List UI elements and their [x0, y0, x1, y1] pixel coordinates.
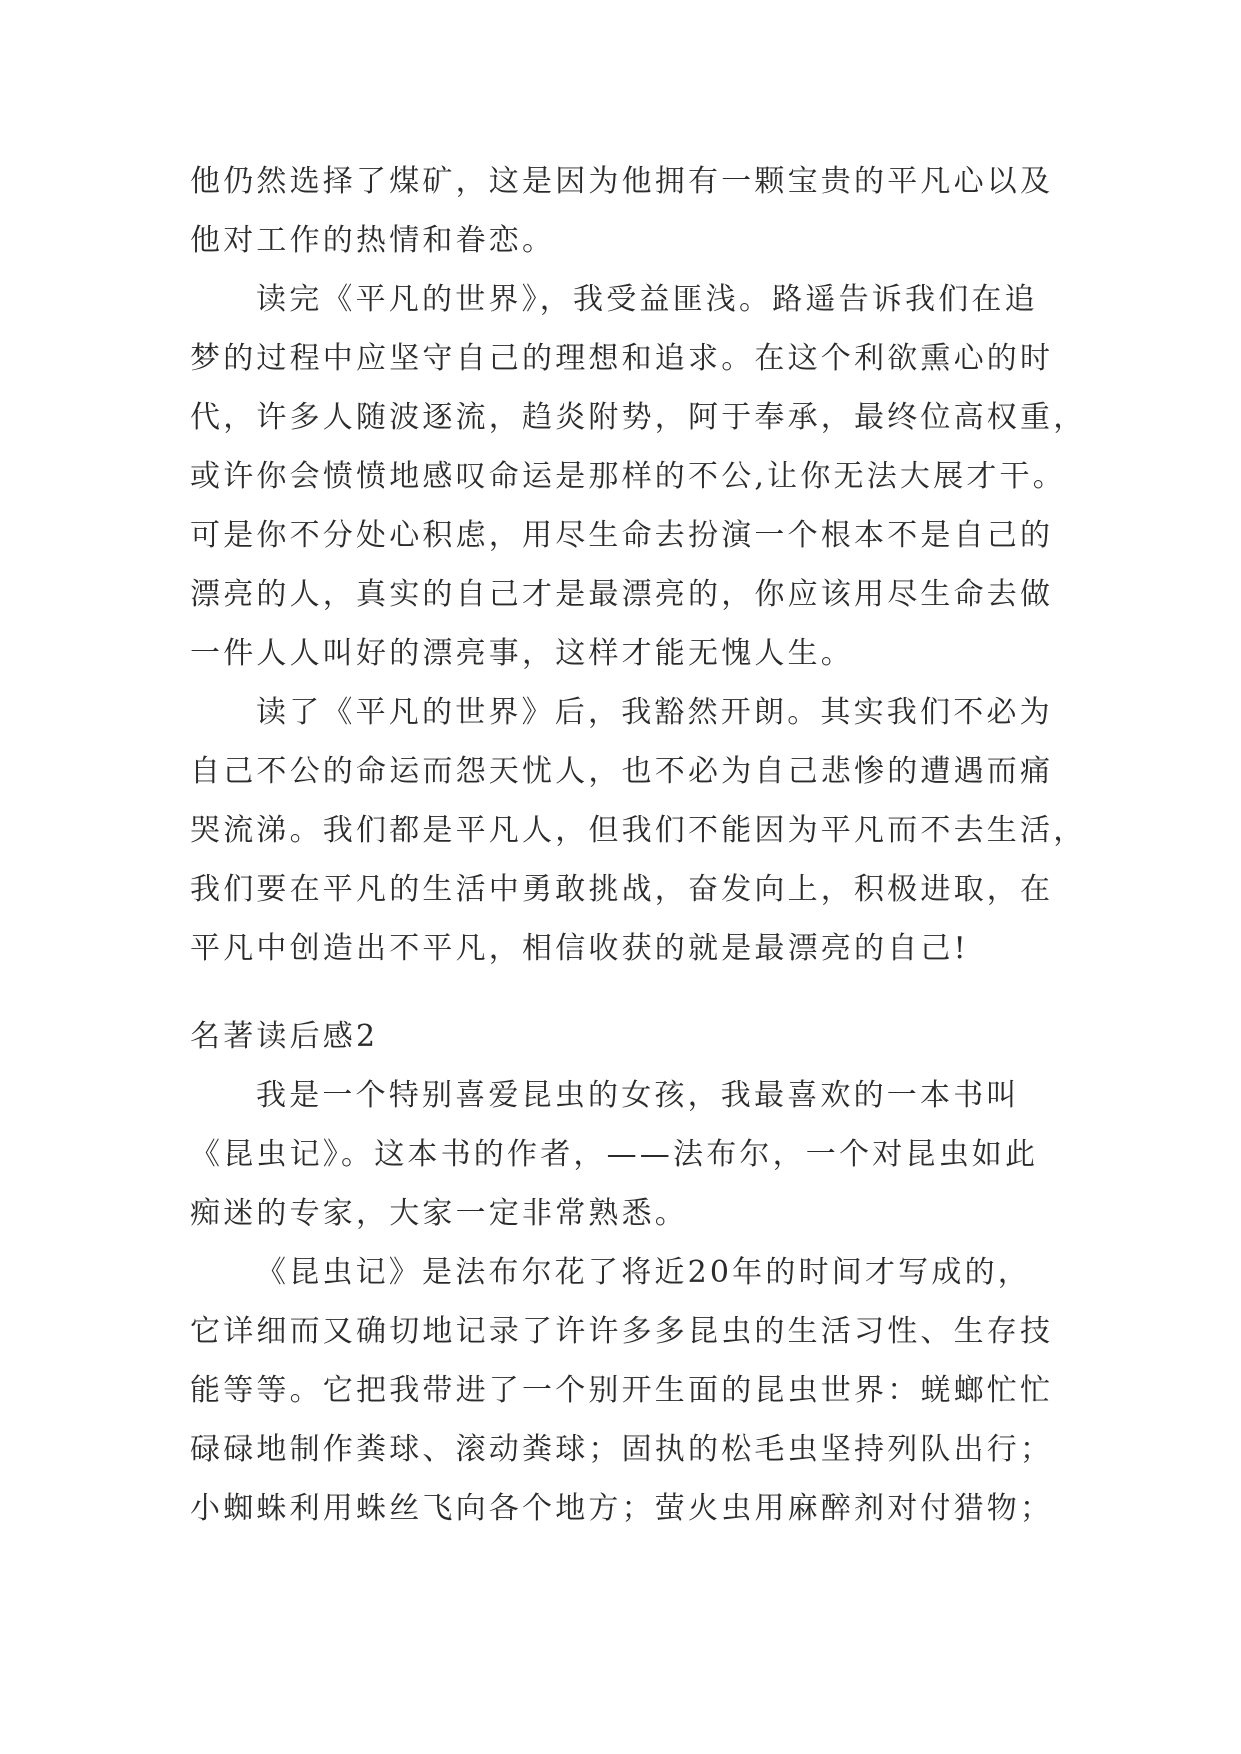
paragraph-line: 漂亮的人，真实的自己才是最漂亮的，你应该用尽生命去做	[190, 577, 1054, 612]
paragraph-line: 《昆虫记》是法布尔花了将近20年的时间才写成的，	[256, 1255, 1031, 1290]
paragraph-line: 或许你会愤愤地感叹命运是那样的不公,让你无法大展才干。	[190, 459, 1066, 494]
paragraph-line: 一件人人叫好的漂亮事，这样才能无愧人生。	[190, 636, 854, 671]
paragraph-line: 碌碌地制作粪球、滚动粪球；固执的松毛虫坚持列队出行；	[190, 1432, 1054, 1467]
essay-section-1	[190, 152, 1087, 978]
paragraph-line: 它详细而又确切地记录了许许多多昆虫的生活习性、生存技	[190, 1314, 1054, 1349]
paragraph-line: 小蜘蛛利用蛛丝飞向各个地方；萤火虫用麻醉剂对付猎物；	[190, 1491, 1054, 1526]
paragraph-line: 读了《平凡的世界》后，我豁然开朗。其实我们不必为	[256, 695, 1053, 730]
paragraph-line: 代，许多人随波逐流，趋炎附势，阿于奉承，最终位高权重，	[190, 400, 1087, 435]
paragraph-line: 读完《平凡的世界》，我受益匪浅。路遥告诉我们在追	[256, 282, 1038, 317]
paragraph-line: 可是你不分处心积虑，用尽生命去扮演一个根本不是自己的	[190, 518, 1054, 553]
paragraph-line: 哭流涕。我们都是平凡人，但我们不能因为平凡而不去生活，	[190, 813, 1087, 848]
paragraph-line: 我们要在平凡的生活中勇敢挑战，奋发向上，积极进取，在	[190, 872, 1054, 907]
paragraph-line: 梦的过程中应坚守自己的理想和追求。在这个利欲熏心的时	[190, 341, 1054, 376]
paragraph-line: 他仍然选择了煤矿，这是因为他拥有一颗宝贵的平凡心以及	[190, 164, 1054, 199]
paragraph-line: 我是一个特别喜爱昆虫的女孩，我最喜欢的一本书叫	[256, 1078, 1020, 1113]
paragraph-line: 自己不公的命运而怨天忧人，也不必为自己悲惨的遭遇而痛	[190, 754, 1054, 789]
paragraph-line: 痴迷的专家，大家一定非常熟悉。	[190, 1196, 688, 1231]
paragraph-line: 《昆虫记》。这本书的作者，——法布尔，一个对昆虫如此	[190, 1137, 1039, 1172]
paragraph-line: 平凡中创造出不平凡，相信收获的就是最漂亮的自己!	[190, 931, 969, 966]
section-heading: 名著读后感2	[190, 1019, 379, 1054]
paragraph-line: 能等等。它把我带进了一个别开生面的昆虫世界：蜣螂忙忙	[190, 1373, 1054, 1408]
essay-section-2	[190, 1007, 1052, 1538]
paragraph-line: 他对工作的热情和眷恋。	[190, 223, 556, 258]
